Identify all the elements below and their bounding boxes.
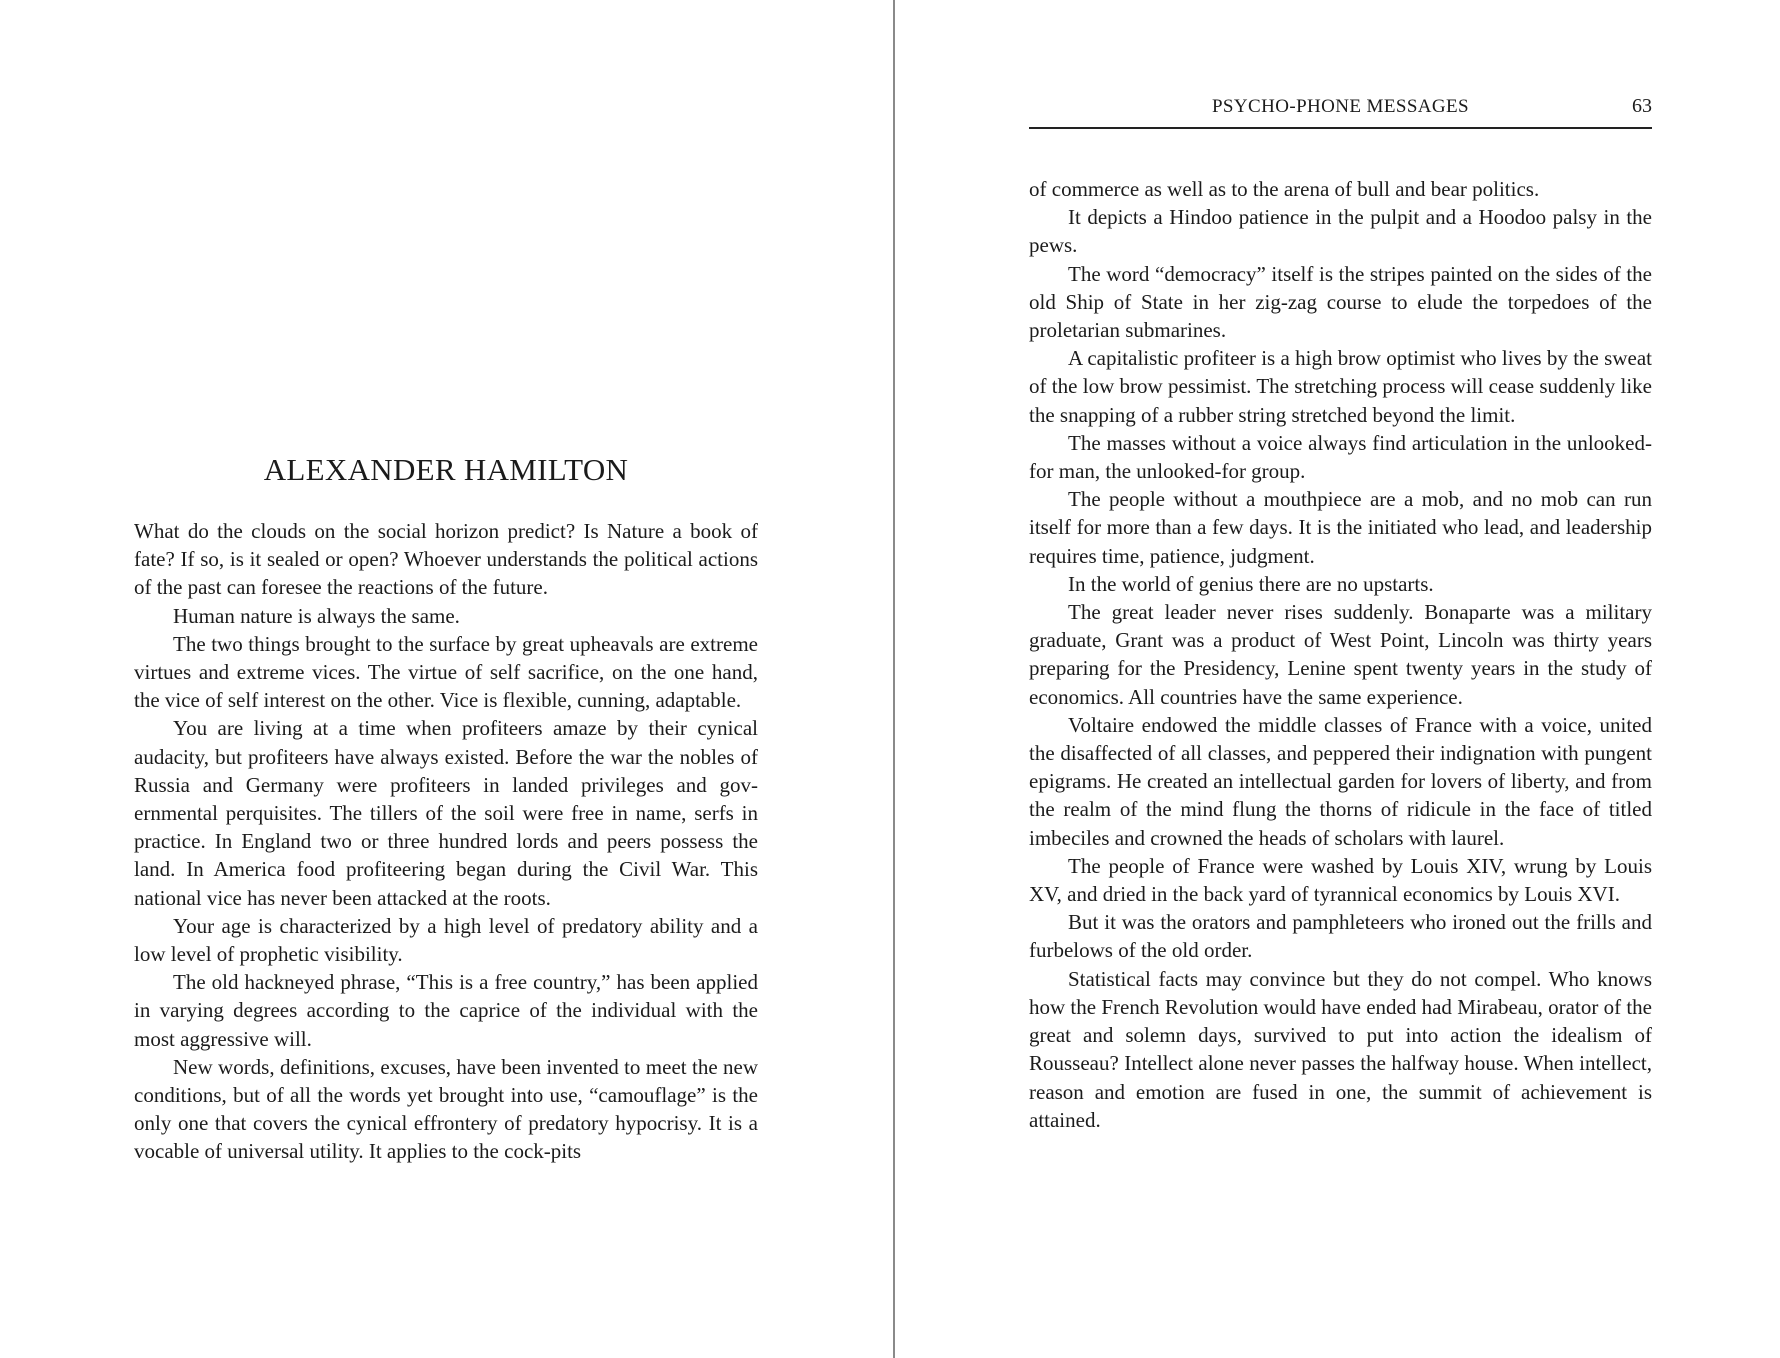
right-body-text [1029, 175, 1652, 1134]
page-number: 63 [1632, 95, 1652, 117]
paragraph: Human nature is always the same. [173, 603, 460, 628]
chapter-title: ALEXANDER HAMILTON [263, 452, 629, 487]
left-body-text [134, 517, 758, 1166]
paragraph: Your age is characterized by a high level of predatory ability and a low level of prophetic visibility. [134, 913, 758, 967]
paragraph: The two things brought to the surface by great upheavals are extreme virtues and extreme vices. The virtue of self sacrifice, on the one hand, the vice of self interest on the other. Vice is flexible, cunning, adaptable. [134, 631, 758, 713]
paragraph: You are living at a time when profiteers amaze by their cynical audacity, but profiteers have always existed. Before the war the nobles of Russia and Germany were profiteers in landed privileges and governmental perquisites. The tillers of the soil were free in name, serfs in practice. In England two or three hundred lords and peers possess the land. In America food profiteering began during the Civil War. This national vice has never been attacked at the roots. [134, 716, 758, 910]
paragraph: The word “democracy” itself is the stripes painted on the sides of the old Ship of State in her zig-zag course to elude the torpedoes of the proletarian submarines. [1029, 261, 1652, 343]
paragraph: A capitalistic profiteer is a high brow optimist who lives by the sweat of the low brow pessimist. The stretching process will cease suddenly like the snapping of a rubber string stretched beyond the limit. [1029, 346, 1652, 427]
paragraph: The masses without a voice always find articulation in the unlooked-for man, the unlooked-for group. [1029, 430, 1652, 484]
paragraph: The people without a mouthpiece are a mob, and no mob can run itself for more than a few days. It is the initiated who lead, and leadership requires time, patience, judgment. [1029, 487, 1652, 568]
paragraph: Voltaire endowed the middle classes of France with a voice, united the disaffected of all classes, and peppered their indignation with pungent epigrams. He created an intellectual garden for lovers of liberty, and from the realm of the mind flung the thorns of ridicule in the face of titled imbeciles and crowned the heads of scholars with laurel. [1029, 712, 1652, 850]
paragraph: But it was the orators and pamphleteers who ironed out the frills and furbelows of the old order. [1029, 910, 1652, 963]
paragraph: The great leader never rises suddenly. Bonaparte was a military graduate, Grant was a product of West Point, Lincoln was thirty years preparing for the Presidency, Lenine spent twenty years in the study of economics. All countries have the same experience. [1029, 600, 1652, 709]
paragraph: The people of France were washed by Louis XIV, wrung by Louis XV, and dried in the back yard of tyrannical economics by Louis XVI. [1029, 853, 1652, 907]
paragraph: Statistical facts may convince but they do not compel. Who knows how the French Revolution would have ended had Mirabeau, orator of the great and solemn days, survived to put into action the idealism of Rousseau? Intellect alone never passes the halfway house. When intellect, reason and emotion are fused in one, the summit of achievement is attained. [1029, 966, 1652, 1132]
paragraph: In the world of genius there are no upstarts. [1068, 571, 1434, 596]
paragraph: The old hackneyed phrase, “This is a free country,” has been applied in varying degrees according to the caprice of the individual with the most aggressive will. [134, 970, 758, 1051]
paragraph: of commerce as well as to the arena of bull and bear politics. [1029, 177, 1540, 201]
right-page [895, 0, 1780, 1358]
paragraph: What do the clouds on the social horizon predict? Is Nature a book of fate? If so, is it sealed or open? Whoever understands the political actions of the past can foresee the reactions of the future. [134, 519, 758, 600]
paragraph: It depicts a Hindoo patience in the pulpit and a Hoodoo palsy in the pews. [1029, 205, 1652, 258]
paragraph: New words, definitions, excuses, have been invented to meet the new conditions, but of all the words yet brought into use, “camouflage” is the only one that covers the cynical effrontery of predatory hypocrisy. It is a vocable of universal utility. It applies to the cock-pits [134, 1054, 758, 1164]
running-head-title: PSYCHO-PHONE MESSAGES [1211, 96, 1470, 117]
running-head [1029, 95, 1652, 129]
